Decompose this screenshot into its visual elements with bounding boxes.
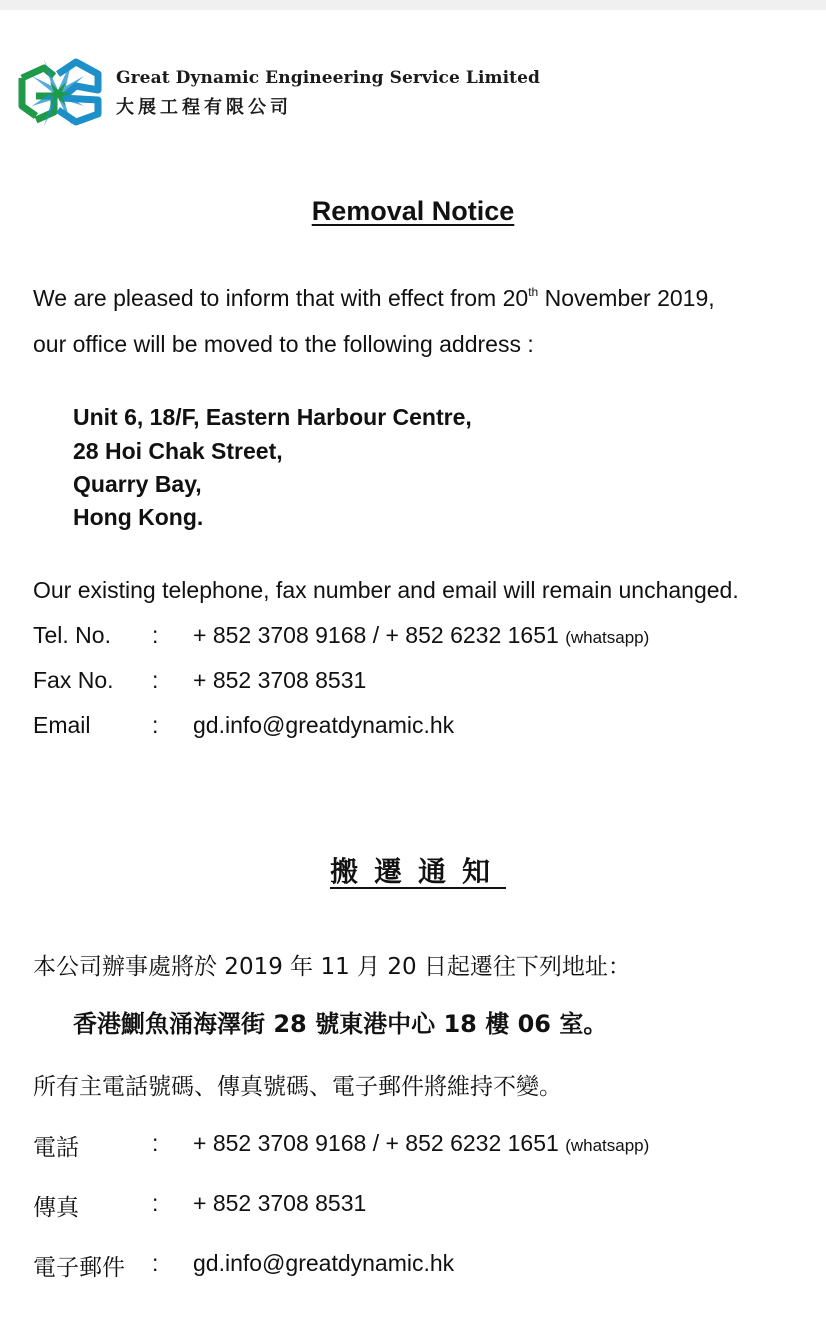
address-line-1: Unit 6, 18/F, Eastern Harbour Centre, bbox=[73, 404, 472, 430]
fax-label: Fax No. bbox=[33, 667, 114, 693]
email-colon-zh: : bbox=[152, 1250, 159, 1276]
address-line-4: Hong Kong. bbox=[73, 504, 204, 530]
gd-company-logo-icon bbox=[14, 56, 110, 128]
fax-colon: : bbox=[152, 667, 159, 693]
email-colon: : bbox=[152, 712, 159, 738]
tel-label: Tel. No. bbox=[33, 622, 111, 648]
address-line-3: Quarry Bay, bbox=[73, 471, 202, 497]
fax-value-zh: + 852 3708 8531 bbox=[193, 1190, 367, 1216]
tel-colon-zh: : bbox=[152, 1130, 159, 1156]
company-name-en: Great Dynamic Engineering Service Limited bbox=[116, 68, 541, 88]
intro-line-1: We are pleased to inform that with effect from 20th November 2019, bbox=[33, 285, 715, 311]
intro-line-2: our office will be moved to the following address : bbox=[33, 331, 534, 357]
email-label: Email bbox=[33, 712, 91, 738]
fax-value: + 852 3708 8531 bbox=[193, 667, 367, 693]
tel-label-zh: 電話 bbox=[33, 1135, 79, 1161]
tel-value-zh: + 852 3708 9168 / + 852 6232 1651 (whatsapp) bbox=[193, 1130, 650, 1156]
tel-value: + 852 3708 9168 / + 852 6232 1651 (whatsapp) bbox=[193, 622, 650, 648]
notice-title-zh: 搬遷通知 bbox=[329, 855, 506, 888]
address-zh: 香港鰂魚涌海澤街 28 號東港中心 18 樓 06 室。 bbox=[73, 1010, 608, 1038]
tel-colon: : bbox=[152, 622, 159, 648]
fax-colon-zh: : bbox=[152, 1190, 159, 1216]
intro-zh: 本公司辦事處將於 2019 年 11 月 20 日起遷往下列地址： bbox=[33, 954, 631, 980]
address-line-2: 28 Hoi Chak Street, bbox=[73, 438, 283, 464]
email-label-zh: 電子郵件 bbox=[33, 1255, 125, 1281]
top-status-bar bbox=[0, 0, 826, 10]
notice-title-en: Removal Notice bbox=[311, 196, 515, 226]
unchanged-statement-zh: 所有主電話號碼、傳真號碼、電子郵件將維持不變。 bbox=[33, 1074, 562, 1100]
email-value[interactable]: gd.info@greatdynamic.hk bbox=[193, 712, 455, 738]
unchanged-statement-en: Our existing telephone, fax number and email will remain unchanged. bbox=[33, 577, 739, 603]
fax-label-zh: 傳真 bbox=[33, 1195, 79, 1221]
email-value-zh[interactable]: gd.info@greatdynamic.hk bbox=[193, 1250, 455, 1276]
company-name-zh: 大展工程有限公司 bbox=[116, 97, 292, 118]
